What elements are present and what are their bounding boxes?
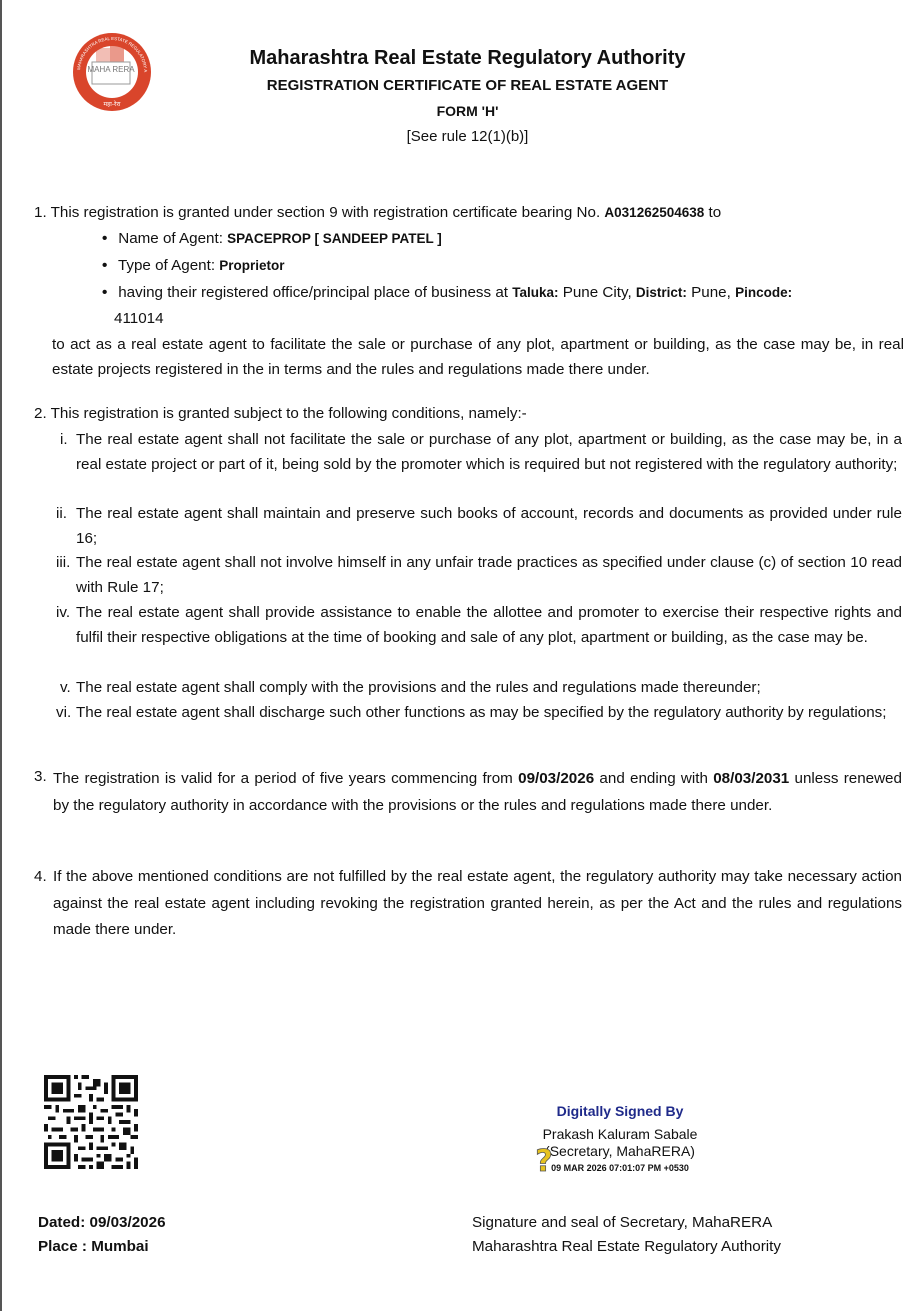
condition-item: iv. The real estate agent shall provide assistance to enable the allottee and promoter to exercise their respective rights and fulfil their respective obligations at the time of booking and sale of any plot, apartment or building, as the case may be. [56,604,902,646]
logo-marathi-text: महा-रेरा [103,101,121,108]
dated-value: 09/03/2026 [89,1214,166,1231]
place-label: Place : [38,1238,87,1255]
district-label: District: [635,285,687,300]
certificate-title: REGISTRATION CERTIFICATE OF REAL ESTATE AGENT [266,77,669,94]
agent-name-item [102,230,442,247]
signature-caption-1: Signature and seal of Secretary, MahaRERA [472,1214,773,1231]
logo-ring-text: MAHARASHTRA REAL ESTATE REGULATORY A [76,35,149,73]
agent-name-value: SPACEPROP [ SANDEEP PATEL ] [227,231,442,246]
section-1-intro: This registration is granted under section 9 with registration certificate bearing No. [50,204,601,221]
place-line [38,1238,149,1255]
office-text: having their registered office/principal place of business at [118,284,508,301]
section-1-line [34,204,721,221]
agent-name-label: Name of Agent: [118,230,223,247]
agent-type-value: Proprietor [219,258,285,273]
section-2-intro [34,405,527,422]
section-1-body: to act as a real estate agent to facilitate the sale or purchase of any plot, apartment or building, as the case may be, in real estate projects registered in the in terms and the rules and regulations made there under. [52,336,904,378]
section-3-body [53,765,902,819]
signer-role: (Secretary, MahaRERA) [545,1143,695,1159]
section-1-to: to [708,204,722,221]
valid-to-date: 08/03/2031 [713,770,790,787]
signer-name: Prakash Kaluram Sabale [542,1126,698,1142]
section-number: 2. [34,405,47,422]
svg-text:?: ? [535,1144,553,1179]
condition-item: v. The real estate agent shall comply with the provisions and the rules and regulations made thereunder; [60,679,761,696]
qr-code [44,1075,138,1169]
condition-item: ii. The real estate agent shall maintain and preserve such books of account, records and documents as provided under rule 16; [56,505,902,547]
signature-timestamp: 09 MAR 2026 07:01:07 PM +0530 [551,1163,689,1173]
place-value: Mumbai [91,1238,149,1255]
pincode-label: Pincode: [735,285,793,300]
dated-line [38,1214,166,1231]
page-border [0,0,2,1311]
logo-mark-text: MAHA RERA [87,65,135,74]
rule-reference: [See rule 12(1)(b)] [406,128,529,145]
registration-number: A031262504638 [604,205,705,220]
pincode-value: 411014 [114,310,164,327]
form-label: FORM 'H' [436,103,499,119]
district-value: Pune, [691,284,731,301]
condition-item: vi. The real estate agent shall discharge such other functions as may be specified by the regulatory authority by regulations; [56,704,887,721]
condition-item: i. The real estate agent shall not facilitate the sale or purchase of any plot, apartment or building, as the case may be, in a real estate project or part of it, being sold by the promoter which is required but not registered with the regulatory authority; [60,431,902,473]
valid-from-date: 09/03/2026 [518,770,595,787]
section-2-intro-text: This registration is granted subject to the following conditions, namely:- [50,405,527,422]
section-4-number: 4. [34,868,47,885]
signature-caption-2: Maharashtra Real Estate Regulatory Authority [472,1238,781,1255]
validity-text: The registration is valid for a period of five years commencing from [53,770,513,787]
section-3-number: 3. [34,768,47,785]
digitally-signed-heading: Digitally Signed By [556,1103,684,1119]
section-number: 1. [34,204,47,221]
dated-label: Dated: [38,1214,86,1231]
signature-validity-icon [530,1143,558,1179]
agent-office-item [102,284,792,301]
taluka-value: Pune City, [562,284,632,301]
agent-type-label: Type of Agent: [117,257,216,274]
authority-title: Maharashtra Real Estate Regulatory Authority [249,47,686,69]
validity-text: and ending with [599,770,708,787]
validity-text: unless renewed by the regulatory authority in accordance with the provisions or the rules and regulations made there under. [53,770,902,814]
maharera-logo [66,32,158,112]
taluka-label: Taluka: [512,285,559,300]
condition-item: iii. The real estate agent shall not involve himself in any unfair trade practices as specified under clause (c) of section 10 read with Rule 17; [56,554,902,596]
section-4-body: If the above mentioned conditions are not fulfilled by the real estate agent, the regulatory authority may take necessary action against the real estate agent including revoking the registration granted herein, as per the Act and the rules and regulations made there under. [53,868,902,938]
agent-type-item [102,257,285,274]
